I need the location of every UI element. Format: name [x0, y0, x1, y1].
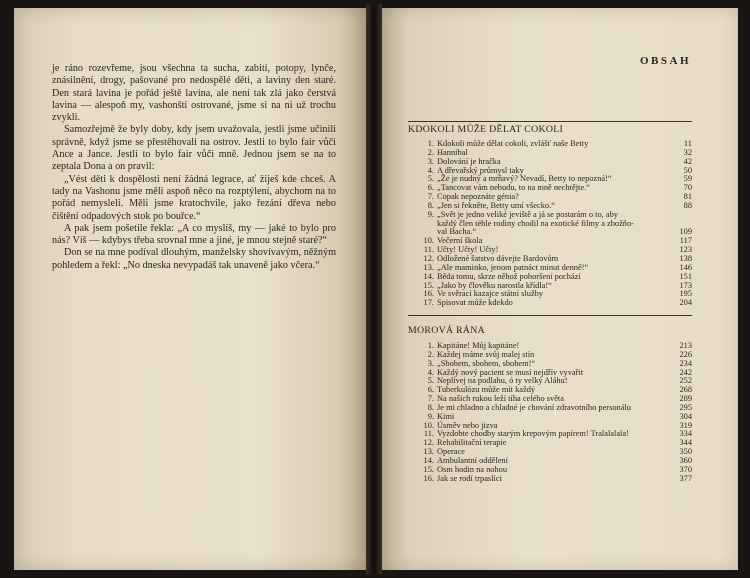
- section-rule: [408, 315, 692, 316]
- toc-entry-number: 12.: [423, 438, 434, 448]
- left-paragraph: Don se na mne podíval dlouhým, manželsky shovívavým, něžným pohledem a řekl: „No dneska nevypadáš tak unaveně jako včera.“: [52, 247, 336, 271]
- toc-entry-number: 1.: [427, 341, 434, 350]
- toc-entry-page: 42: [683, 156, 692, 166]
- left-page-body: [52, 63, 336, 272]
- toc-entry-title: „Že je nudný a mrňavý? Nevadí, Betty to nepozná!“: [437, 174, 612, 184]
- toc-entry-number: 4.: [427, 165, 434, 175]
- toc-entry-title: Copak nepoznáte génia?: [437, 192, 519, 202]
- toc-entry-title: Kdokoli může dělat cokoli, zvlášť naše Betty: [437, 139, 589, 148]
- toc-entry-title: „Jako by člověku narostla křídla!“: [437, 280, 552, 290]
- toc-entry-title: Na našich rukou leží tíha celého světa: [437, 394, 564, 404]
- contents-heading: OBSAH: [640, 55, 692, 67]
- toc-entry-title: Ve svěrací kazajce státní služby: [437, 289, 544, 299]
- toc-entry-number: 14.: [423, 455, 434, 465]
- toc-entry-page: 268: [679, 385, 692, 395]
- toc-entry-page: 109: [679, 227, 692, 237]
- toc-entry-number: 11.: [423, 245, 434, 255]
- toc-entry-page: 138: [679, 253, 692, 263]
- toc-entry-title: Vyzdobte chodby starým krepovým papírem! Tralalalala!: [437, 429, 629, 439]
- toc-entry-page: 360: [679, 455, 692, 465]
- toc-entry-title: „Ale maminko, jenom patnáct minut denně!“: [437, 262, 589, 272]
- toc-entry-number: 3.: [427, 358, 434, 368]
- toc-entry-number: 14.: [423, 271, 434, 281]
- left-paragraph: „Vést děti k dospělosti není žádná legrace, ať žiješ kde chceš. A tady na Vashonu jsme měli aspoň něco na rozptýlení, abychom na to pořád nemysleli. Měli jsme kratochvíle, jako řezání dřeva nebo čištění odpadových stok po bouřce.“: [52, 173, 336, 222]
- toc-entry-number: 6.: [427, 183, 434, 193]
- toc-entry-number: 9.: [427, 209, 434, 219]
- section-rule: [408, 121, 692, 122]
- toc-entry-number: 5.: [427, 174, 434, 184]
- toc-entry-number: 11.: [423, 429, 434, 439]
- toc-entry-title: „Sbohem, sbohem, sbohem!“: [437, 358, 536, 368]
- toc-entry-number: 7.: [427, 394, 434, 404]
- toc-entry-page: 370: [679, 464, 692, 474]
- toc-entry-number: 2.: [427, 349, 434, 359]
- toc-entry: [420, 299, 690, 308]
- toc-entry-page: 88: [683, 200, 692, 210]
- toc-entry-page: 195: [679, 289, 692, 299]
- toc-entry-number: 12.: [423, 253, 434, 263]
- toc-entry-page: 70: [683, 183, 692, 193]
- toc-entry-page: 59: [683, 174, 692, 184]
- toc-entry-number: 15.: [423, 280, 434, 290]
- toc-entry-number: 13.: [423, 447, 434, 457]
- toc-entry-number: 10.: [423, 420, 434, 430]
- toc-entry-title: Učty! Učty! Učty!: [437, 245, 499, 255]
- book-gutter: [366, 4, 382, 574]
- toc-entry-page: 117: [679, 236, 692, 246]
- toc-entry-title: Operace: [437, 447, 465, 457]
- toc-entry-number: 1.: [427, 139, 434, 148]
- toc-entry-title: Kimi: [437, 411, 455, 421]
- toc-entry-number: 16.: [423, 289, 434, 299]
- toc-entry-page: 226: [679, 349, 692, 359]
- left-paragraph: je ráno rozevřeme, jsou všechna ta sucha, zabití, potopy, lynče, znásilnění, drogy, pašované pro nedospělé děti, a laviny den staré. Den stará lavina je pořád ještě lavina, ale není tak zlá jako čerstvá lavina — alespoň my, vashonští ostrované, jsme si na ni už trochu zvykli.: [52, 63, 336, 124]
- toc-entry-page: 377: [679, 473, 692, 483]
- toc-section-2: [420, 342, 690, 484]
- toc-entry-title: „Svět je jedno veliké jeviště a já se postarám o to, aby každý člen téhle rodiny chodil na exotické filmy a zbožňo- val Bacha.“: [437, 209, 634, 237]
- toc-entry-title: Odložené šatstvo dávejte Bardovům: [437, 253, 559, 263]
- section-title: MOROVÁ RÁNA: [408, 325, 486, 336]
- toc-entry-page: 146: [679, 262, 692, 272]
- toc-entry-title: Dolování je hračka: [437, 156, 501, 166]
- toc-entry-number: 8.: [427, 402, 434, 412]
- toc-entry-title: Každej máme svůj malej stín: [437, 349, 535, 359]
- toc-entry-title: Úsměv nebo jizva: [437, 420, 498, 430]
- toc-entry-page: 151: [679, 271, 692, 281]
- toc-entry-page: 319: [679, 420, 692, 430]
- toc-entry-title: Tuberkulózu může mít každý: [437, 385, 536, 395]
- left-paragraph: Samozřejmě že byly doby, kdy jsem uvažovala, jestli jsme učinili správně, když jsme se přestěhovali na ostrov. Jestli to bylo fair vůči Ance a Jance. Jestli to bylo fair vůči mně. Jednou jsem se na to zeptala Dona a on pravil:: [52, 124, 336, 173]
- left-paragraph: A pak jsem pošetile řekla: „A co myslíš, my — jaké to bylo pro nás? Víš — kdybys třeba srovnal mne a jiné, je mnou stejně staré?“: [52, 222, 336, 247]
- toc-entry-title: „Tancovat vám nebudu, to na mně nechtějte.“: [437, 183, 590, 193]
- toc-entry-page: 213: [679, 341, 692, 350]
- toc-entry-page: 242: [679, 367, 692, 377]
- toc-entry-title: Spisovat může kdekdo: [437, 298, 513, 308]
- toc-entry-number: 5.: [427, 376, 434, 386]
- toc-entry-title: A dřevařský průmysl taky: [437, 165, 524, 175]
- toc-entry-number: 13.: [423, 262, 434, 272]
- toc-entry-number: 7.: [427, 192, 434, 202]
- toc-entry-number: 15.: [423, 464, 434, 474]
- toc-entry-number: 9.: [427, 411, 434, 421]
- toc-entry-number: 6.: [427, 385, 434, 395]
- toc-entry: [420, 475, 690, 484]
- toc-entry-page: 289: [679, 394, 692, 404]
- toc-entry-page: 334: [679, 429, 692, 439]
- toc-entry-title: Večerní škola: [437, 236, 483, 246]
- toc-entry-title: Každý nový pacient se musí nejdřív vyvařit: [437, 367, 584, 377]
- toc-entry-page: 32: [683, 147, 692, 157]
- toc-entry: [420, 211, 690, 238]
- toc-entry-number: 2.: [427, 147, 434, 157]
- section-title: KDOKOLI MŮŽE DĚLAT COKOLI: [408, 124, 564, 135]
- toc-entry-title: Osm hodin na nohou: [437, 464, 508, 474]
- toc-entry-page: 252: [679, 376, 692, 386]
- toc-entry-page: 11: [683, 139, 692, 148]
- toc-entry-page: 204: [679, 298, 692, 308]
- toc-entry-title: Ambulantní oddělení: [437, 455, 508, 465]
- toc-entry-page: 123: [679, 245, 692, 255]
- toc-entry-title: Běda tomu, skrze něhož pohoršení pochází: [437, 271, 581, 281]
- toc-entry-number: 3.: [427, 156, 434, 166]
- toc-entry-page: 304: [679, 411, 692, 421]
- toc-entry-title: Neplivej na podlahu, ó ty velký Aláhu!: [437, 376, 568, 386]
- toc-entry-page: 350: [679, 447, 692, 457]
- toc-entry-number: 16.: [423, 473, 434, 483]
- toc-entry-title: Kapitáne! Můj kapitáne!: [437, 341, 520, 350]
- toc-entry-page: 234: [679, 358, 692, 368]
- toc-entry-page: 81: [683, 192, 692, 202]
- toc-entry-page: 295: [679, 402, 692, 412]
- toc-entry-title: „Jen si řekněte, Betty umí všecko.“: [437, 200, 555, 210]
- toc-section-1: [420, 140, 690, 308]
- toc-entry-page: 173: [679, 280, 692, 290]
- toc-entry-number: 17.: [423, 298, 434, 308]
- toc-entry: [420, 404, 690, 413]
- toc-entry-title: Rehabilitační terapie: [437, 438, 507, 448]
- toc-entry-title: Jak se rodí trpaslíci: [437, 473, 502, 483]
- toc-entry-title: Hannibal: [437, 147, 468, 157]
- toc-entry-number: 8.: [427, 200, 434, 210]
- toc-entry-page: 50: [683, 165, 692, 175]
- toc-entry-page: 344: [679, 438, 692, 448]
- toc-entry-number: 4.: [427, 367, 434, 377]
- toc-entry-number: 10.: [423, 236, 434, 246]
- toc-entry-title: Je mi chladno a chladné je chování zdravotního personálu: [437, 402, 631, 412]
